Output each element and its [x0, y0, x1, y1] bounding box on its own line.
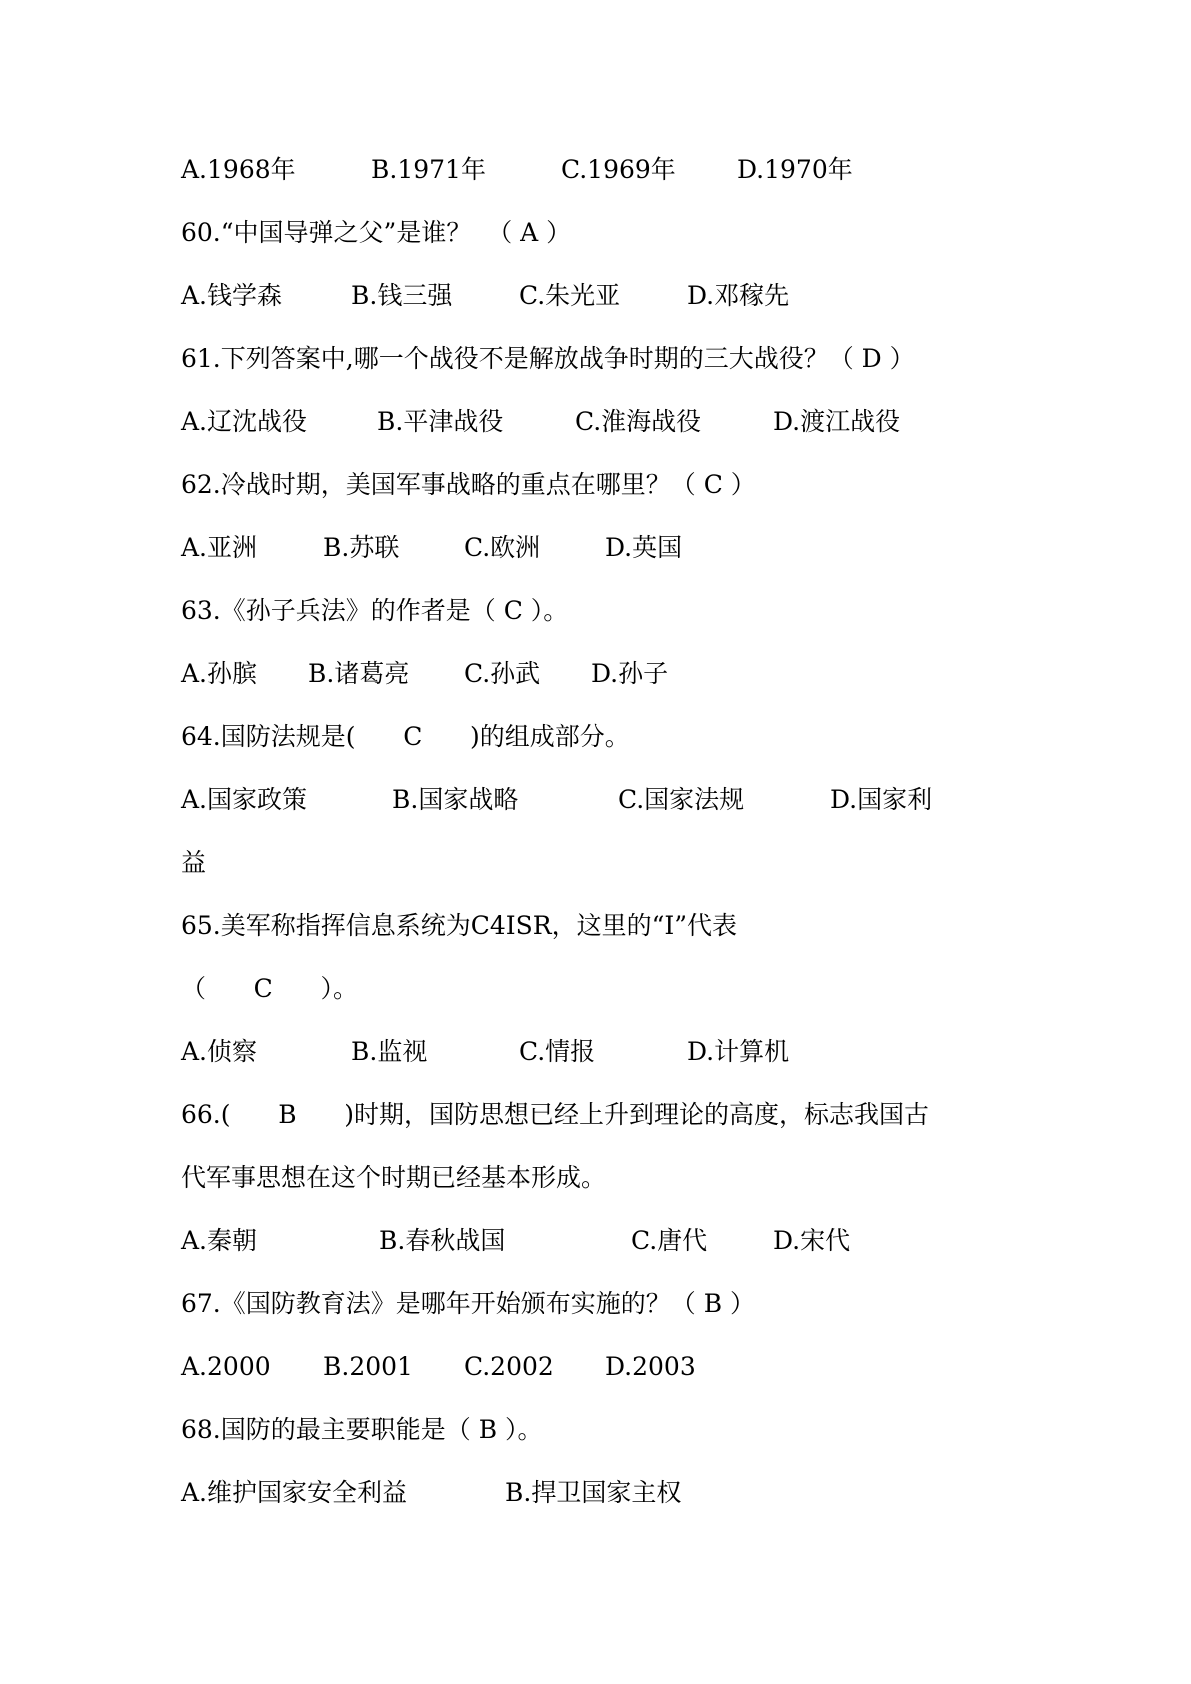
option-a: A.2000: [181, 1352, 271, 1381]
option-d: D.邓稼先: [687, 281, 790, 310]
option-c: C.淮海战役: [575, 407, 702, 436]
option-b: B.钱三强: [351, 281, 453, 310]
option-a: A.孙膑: [181, 659, 258, 688]
option-b: B.监视: [351, 1037, 428, 1066]
option-d: D.英国: [605, 533, 683, 562]
question-text: 61.下列答案中,哪一个战役不是解放战争时期的三大战役？（ D ）: [181, 344, 915, 373]
option-b: B.1971年: [371, 155, 486, 184]
option-b: B.国家战略: [392, 785, 519, 814]
question-text: 64.国防法规是( C )的组成部分。: [181, 722, 630, 751]
option-d: D.渡江战役: [773, 407, 901, 436]
option-d: D.计算机: [687, 1037, 790, 1066]
option-d: D.宋代: [773, 1226, 851, 1255]
wrapped-text: 益: [181, 848, 207, 877]
option-d: D.1970年: [737, 155, 853, 184]
option-c: C.唐代: [631, 1226, 708, 1255]
question-text: 67.《国防教育法》是哪年开始颁布实施的？（ B ）: [181, 1289, 756, 1318]
option-b: B.平津战役: [377, 407, 504, 436]
option-c: C.情报: [519, 1037, 596, 1066]
option-a: A.国家政策: [181, 785, 308, 814]
question-text: 代军事思想在这个时期已经基本形成。: [181, 1163, 607, 1192]
option-a: A.维护国家安全利益: [181, 1478, 408, 1507]
option-a: A.辽沈战役: [181, 407, 308, 436]
option-b: B.苏联: [323, 533, 400, 562]
option-d: D.2003: [605, 1352, 696, 1381]
option-d: D.国家利: [830, 785, 933, 814]
option-c: C.2002: [464, 1352, 554, 1381]
question-text: 63.《孙子兵法》的作者是（ C ）。: [181, 596, 569, 625]
option-b: B.2001: [323, 1352, 413, 1381]
option-c: C.国家法规: [618, 785, 745, 814]
option-b: B.诸葛亮: [308, 659, 410, 688]
option-c: C.1969年: [561, 155, 676, 184]
question-text: 66.( B )时期，国防思想已经上升到理论的高度，标志我国古: [181, 1100, 930, 1129]
option-b: B.春秋战国: [379, 1226, 506, 1255]
option-a: A.侦察: [181, 1037, 258, 1066]
option-c: C.朱光亚: [519, 281, 621, 310]
option-a: A.秦朝: [181, 1226, 258, 1255]
option-a: A.1968年: [181, 155, 296, 184]
question-text: 65.美军称指挥信息系统为C4ISR，这里的“I”代表: [181, 911, 738, 940]
option-c: C.欧洲: [464, 533, 541, 562]
question-text: 68.国防的最主要职能是（ B ）。: [181, 1415, 543, 1444]
question-text: 60.“中国导弹之父”是谁？ （ A ）: [181, 218, 572, 247]
option-d: D.孙子: [591, 659, 669, 688]
option-c: C.孙武: [464, 659, 541, 688]
option-a: A.亚洲: [181, 533, 258, 562]
option-b: B.捍卫国家主权: [505, 1478, 682, 1507]
answer-blank: （ C ）。: [181, 974, 358, 1003]
question-text: 62.冷战时期，美国军事战略的重点在哪里？（ C ）: [181, 470, 756, 499]
option-a: A.钱学森: [181, 281, 283, 310]
